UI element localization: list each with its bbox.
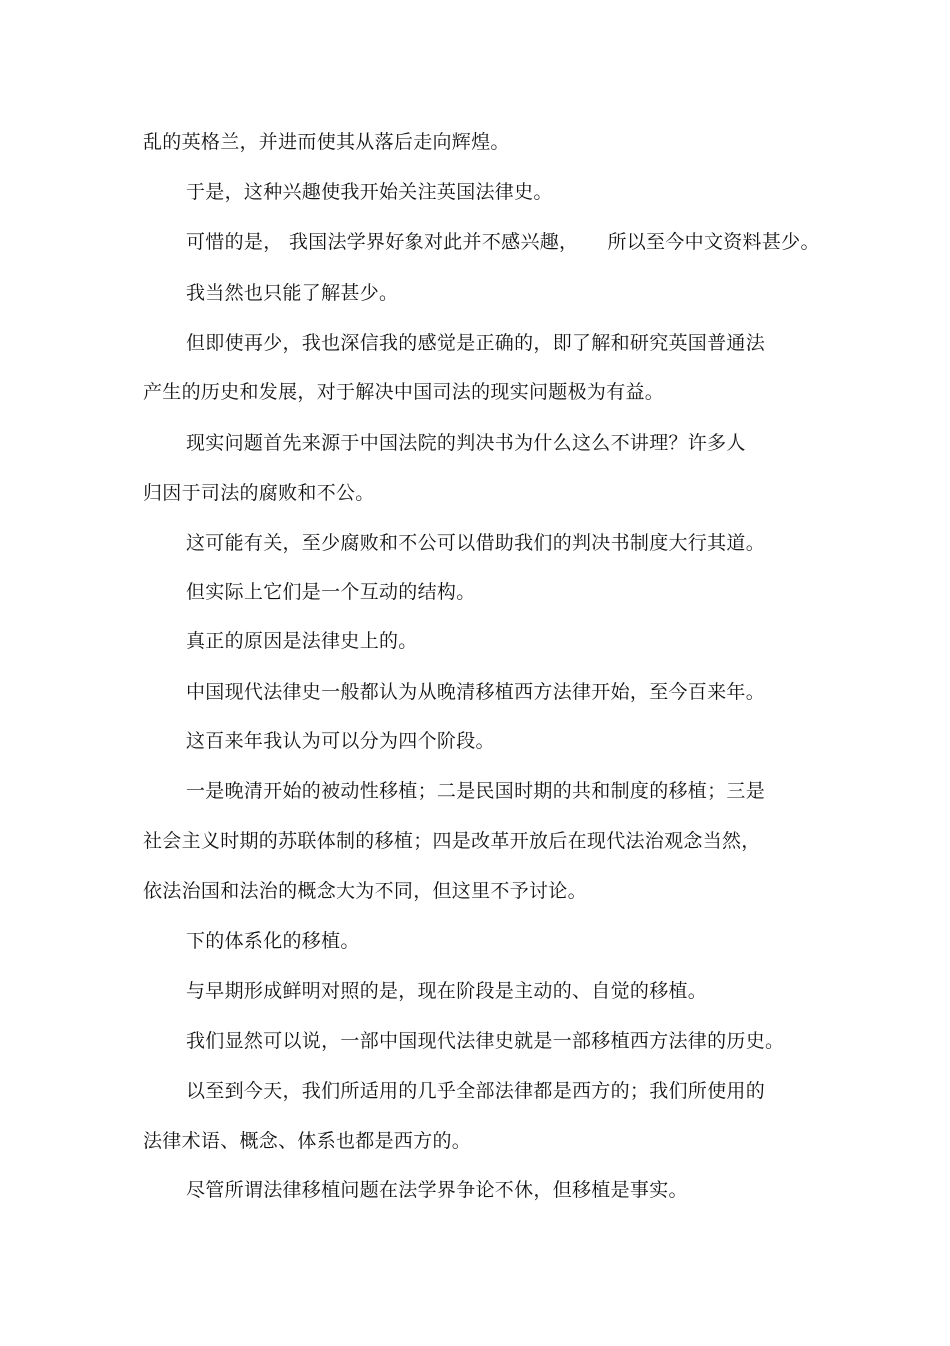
paragraph-line: 可惜的是， 我国法学界好象对此并不感兴趣， 所以至今中文资料甚少。	[186, 231, 820, 253]
text-line-continuation: 依法治国和法治的概念大为不同，但这里不予讨论。	[143, 880, 587, 902]
paragraph-line: 但实际上它们是一个互动的结构。	[186, 581, 476, 603]
paragraph-line: 与早期形成鲜明对照的是，现在阶段是主动的、自觉的移植。	[186, 980, 708, 1002]
text-line-continuation: 乱的英格兰，并进而使其从落后走向辉煌。	[143, 131, 510, 153]
paragraph-line: 现实问题首先来源于中国法院的判决书为什么这么不讲理？许多人	[186, 432, 746, 454]
paragraph-line: 尽管所谓法律移植问题在法学界争论不休，但移植是事实。	[186, 1179, 688, 1201]
paragraph-line: 中国现代法律史一般都认为从晚清移植西方法律开始，至今百来年。	[186, 681, 766, 703]
paragraph-line: 一是晚清开始的被动性移植；二是民国时期的共和制度的移植；三是	[186, 780, 766, 802]
paragraph-line: 我当然也只能了解甚少。	[186, 282, 399, 304]
paragraph-line: 但即使再少，我也深信我的感觉是正确的，即了解和研究英国普通法	[186, 332, 766, 354]
text-line-continuation: 社会主义时期的苏联体制的移植；四是改革开放后在现代法治观念当然，	[143, 830, 761, 852]
paragraph-line: 下的体系化的移植。	[186, 930, 360, 952]
paragraph-line: 以至到今天，我们所适用的几乎全部法律都是西方的；我们所使用的	[186, 1080, 766, 1102]
text-line-continuation: 产生的历史和发展，对于解决中国司法的现实问题极为有益。	[143, 381, 665, 403]
paragraph-line: 于是，这种兴趣使我开始关注英国法律史。	[186, 181, 553, 203]
paragraph-line: 我们显然可以说，一部中国现代法律史就是一部移植西方法律的历史。	[186, 1030, 785, 1052]
paragraph-line: 这百来年我认为可以分为四个阶段。	[186, 730, 495, 752]
paragraph-line: 真正的原因是法律史上的。	[186, 630, 418, 652]
paragraph-line: 这可能有关，至少腐败和不公可以借助我们的判决书制度大行其道。	[186, 532, 766, 554]
text-line-continuation: 归因于司法的腐败和不公。	[143, 482, 375, 504]
text-line-continuation: 法律术语、概念、体系也都是西方的。	[143, 1130, 472, 1152]
